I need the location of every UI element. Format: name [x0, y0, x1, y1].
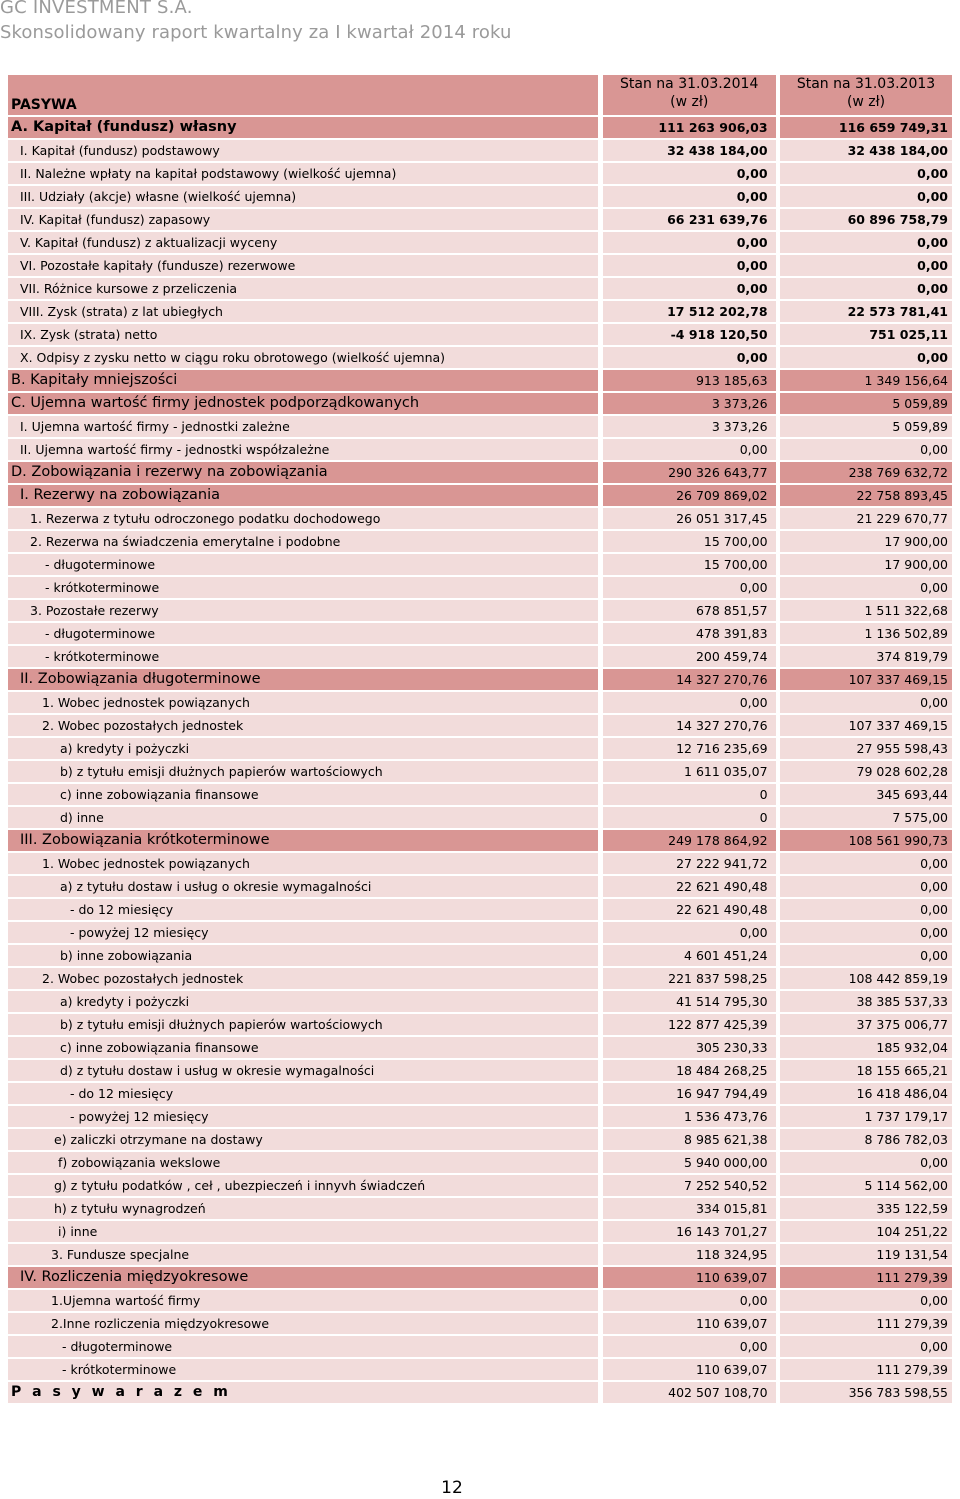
value-2014: 16 947 794,49: [603, 1083, 776, 1104]
value-2013: 27 955 598,43: [780, 738, 952, 759]
row-label: I. Rezerwy na zobowiązania: [8, 485, 598, 506]
value-2014: 122 877 425,39: [603, 1014, 776, 1035]
table-row: [8, 945, 952, 966]
value-2013: 5 114 562,00: [780, 1175, 952, 1196]
table-row: [8, 899, 952, 920]
column-header-2014-unit: (w zł): [670, 94, 709, 110]
value-2014: 249 178 864,92: [603, 830, 776, 851]
row-label: a) kredyty i pożyczki: [8, 738, 598, 759]
value-2014: 32 438 184,00: [603, 140, 776, 161]
row-label: - do 12 miesięcy: [8, 1083, 598, 1104]
row-label: - krótkoterminowe: [8, 646, 598, 667]
table-header-row: [8, 75, 952, 115]
value-2014: 334 015,81: [603, 1198, 776, 1219]
value-2013: 0,00: [780, 439, 952, 460]
row-label: III. Zobowiązania krótkoterminowe: [8, 830, 598, 851]
row-label: 1. Wobec jednostek powiązanych: [8, 853, 598, 874]
column-header-pasywa: PASYWA: [8, 75, 598, 115]
row-label: d) z tytułu dostaw i usług w okresie wymagalności: [8, 1060, 598, 1081]
table-row: [8, 1336, 952, 1357]
table-row: [8, 255, 952, 276]
value-2014: -4 918 120,50: [603, 324, 776, 345]
table-row: [8, 968, 952, 989]
column-header-2013-date: Stan na 31.03.2013: [796, 76, 936, 92]
value-2014: 110 639,07: [603, 1267, 776, 1288]
value-2013: 356 783 598,55: [780, 1382, 952, 1403]
row-label: IV. Rozliczenia międzyokresowe: [8, 1267, 598, 1288]
row-label: b) inne zobowiązania: [8, 945, 598, 966]
value-2014: 402 507 108,70: [603, 1382, 776, 1403]
table-row: [8, 1083, 952, 1104]
value-2013: 107 337 469,15: [780, 669, 952, 690]
value-2014: 27 222 941,72: [603, 853, 776, 874]
value-2013: 107 337 469,15: [780, 715, 952, 736]
table-row: [8, 1359, 952, 1380]
value-2013: 60 896 758,79: [780, 209, 952, 230]
table-row: [8, 1152, 952, 1173]
value-2013: 5 059,89: [780, 393, 952, 414]
row-label: a) z tytułu dostaw i usług o okresie wymagalności: [8, 876, 598, 897]
value-2013: 0,00: [780, 853, 952, 874]
value-2014: 1 536 473,76: [603, 1106, 776, 1127]
value-2013: 116 659 749,31: [780, 117, 952, 138]
row-label: II. Zobowiązania długoterminowe: [8, 669, 598, 690]
table-row: [8, 922, 952, 943]
value-2013: 238 769 632,72: [780, 462, 952, 483]
row-label: I. Kapitał (fundusz) podstawowy: [8, 140, 598, 161]
row-label: - powyżej 12 miesięcy: [8, 1106, 598, 1127]
value-2013: 119 131,54: [780, 1244, 952, 1265]
table-row: [8, 646, 952, 667]
table-row: [8, 186, 952, 207]
table-row: [8, 347, 952, 368]
table-row: [8, 554, 952, 575]
row-label: - powyżej 12 miesięcy: [8, 922, 598, 943]
value-2013: 0,00: [780, 899, 952, 920]
value-2013: 0,00: [780, 278, 952, 299]
value-2013: 345 693,44: [780, 784, 952, 805]
value-2014: 0,00: [603, 692, 776, 713]
value-2014: 305 230,33: [603, 1037, 776, 1058]
value-2014: 17 512 202,78: [603, 301, 776, 322]
value-2013: 79 028 602,28: [780, 761, 952, 782]
table-row: [8, 1244, 952, 1265]
value-2013: 0,00: [780, 1336, 952, 1357]
value-2013: 111 279,39: [780, 1359, 952, 1380]
row-label: d) inne: [8, 807, 598, 828]
row-label: - długoterminowe: [8, 554, 598, 575]
table-row: [8, 876, 952, 897]
value-2014: 16 143 701,27: [603, 1221, 776, 1242]
column-header-2013-unit: (w zł): [846, 94, 886, 110]
row-label: 3. Pozostałe rezerwy: [8, 600, 598, 621]
column-header-2014-date: Stan na 31.03.2014: [620, 76, 759, 92]
balance-sheet-table: [8, 73, 952, 1405]
row-label: - długoterminowe: [8, 1336, 598, 1357]
value-2014: 15 700,00: [603, 531, 776, 552]
row-label: 2. Wobec pozostałych jednostek: [8, 715, 598, 736]
value-2013: 38 385 537,33: [780, 991, 952, 1012]
row-label: VI. Pozostałe kapitały (fundusze) rezerwowe: [8, 255, 598, 276]
table-row: [8, 600, 952, 621]
row-label: II. Ujemna wartość firmy - jednostki współzależne: [8, 439, 598, 460]
table-row: [8, 623, 952, 644]
value-2014: 26 051 317,45: [603, 508, 776, 529]
table-row: [8, 140, 952, 161]
value-2013: 111 279,39: [780, 1267, 952, 1288]
table-row: [8, 324, 952, 345]
value-2014: 8 985 621,38: [603, 1129, 776, 1150]
row-label: B. Kapitały mniejszości: [8, 370, 598, 391]
value-2013: 37 375 006,77: [780, 1014, 952, 1035]
value-2014: 0: [603, 784, 776, 805]
value-2014: 290 326 643,77: [603, 462, 776, 483]
value-2013: 17 900,00: [780, 554, 952, 575]
row-label: 1. Rezerwa z tytułu odroczonego podatku dochodowego: [8, 508, 598, 529]
value-2013: 1 511 322,68: [780, 600, 952, 621]
table-row: [8, 807, 952, 828]
value-2013: 111 279,39: [780, 1313, 952, 1334]
value-2014: 4 601 451,24: [603, 945, 776, 966]
value-2014: 0: [603, 807, 776, 828]
table-row: [8, 462, 952, 483]
table-row: [8, 278, 952, 299]
value-2014: 14 327 270,76: [603, 715, 776, 736]
row-label: - długoterminowe: [8, 623, 598, 644]
value-2013: 751 025,11: [780, 324, 952, 345]
value-2014: 0,00: [603, 278, 776, 299]
table-row: [8, 393, 952, 414]
table-row: [8, 531, 952, 552]
row-label: - krótkoterminowe: [8, 577, 598, 598]
value-2013: 335 122,59: [780, 1198, 952, 1219]
value-2014: 913 185,63: [603, 370, 776, 391]
row-label: a) kredyty i pożyczki: [8, 991, 598, 1012]
table-row: [8, 1221, 952, 1242]
value-2014: 0,00: [603, 1336, 776, 1357]
row-label: e) zaliczki otrzymane na dostawy: [8, 1129, 598, 1150]
value-2013: 1 737 179,17: [780, 1106, 952, 1127]
value-2013: 21 229 670,77: [780, 508, 952, 529]
value-2014: 15 700,00: [603, 554, 776, 575]
table-row: [8, 439, 952, 460]
row-label: 1. Wobec jednostek powiązanych: [8, 692, 598, 713]
value-2013: 17 900,00: [780, 531, 952, 552]
row-label: i) inne: [8, 1221, 598, 1242]
value-2013: 22 758 893,45: [780, 485, 952, 506]
value-2014: 0,00: [603, 439, 776, 460]
value-2014: 5 940 000,00: [603, 1152, 776, 1173]
table-row: [8, 715, 952, 736]
value-2014: 22 621 490,48: [603, 899, 776, 920]
row-label: VIII. Zysk (strata) z lat ubiegłych: [8, 301, 598, 322]
value-2014: 0,00: [603, 347, 776, 368]
table-row: [8, 301, 952, 322]
row-label: 1.Ujemna wartość firmy: [8, 1290, 598, 1311]
row-label: IX. Zysk (strata) netto: [8, 324, 598, 345]
value-2014: 14 327 270,76: [603, 669, 776, 690]
row-label: A. Kapitał (fundusz) własny: [8, 117, 598, 138]
value-2013: 0,00: [780, 255, 952, 276]
table-row: [8, 1106, 952, 1127]
value-2013: 0,00: [780, 922, 952, 943]
value-2014: 0,00: [603, 922, 776, 943]
value-2013: 22 573 781,41: [780, 301, 952, 322]
value-2014: 200 459,74: [603, 646, 776, 667]
value-2014: 110 639,07: [603, 1313, 776, 1334]
report-title: Skonsolidowany raport kwartalny za I kwartał 2014 roku: [0, 22, 512, 43]
value-2013: 18 155 665,21: [780, 1060, 952, 1081]
table-row: [8, 370, 952, 391]
value-2014: 221 837 598,25: [603, 968, 776, 989]
value-2014: 478 391,83: [603, 623, 776, 644]
value-2014: 0,00: [603, 232, 776, 253]
row-label: - krótkoterminowe: [8, 1359, 598, 1380]
value-2014: 110 639,07: [603, 1359, 776, 1380]
value-2014: 41 514 795,30: [603, 991, 776, 1012]
row-label: 3. Fundusze specjalne: [8, 1244, 598, 1265]
table-row: [8, 1313, 952, 1334]
value-2013: 0,00: [780, 232, 952, 253]
value-2014: 26 709 869,02: [603, 485, 776, 506]
table-row: [8, 416, 952, 437]
row-label: 2. Wobec pozostałych jednostek: [8, 968, 598, 989]
column-header-2013: [780, 75, 952, 115]
row-label: h) z tytułu wynagrodzeń: [8, 1198, 598, 1219]
value-2014: 0,00: [603, 186, 776, 207]
row-label: C. Ujemna wartość firmy jednostek podporządkowanych: [8, 393, 598, 414]
company-name: GC INVESTMENT S.A.: [0, 0, 193, 18]
row-label: IV. Kapitał (fundusz) zapasowy: [8, 209, 598, 230]
value-2014: 3 373,26: [603, 416, 776, 437]
row-label: 2.Inne rozliczenia międzyokresowe: [8, 1313, 598, 1334]
value-2013: 0,00: [780, 692, 952, 713]
table-row: [8, 1175, 952, 1196]
row-label: VII. Różnice kursowe z przeliczenia: [8, 278, 598, 299]
value-2014: 0,00: [603, 1290, 776, 1311]
value-2013: 1 136 502,89: [780, 623, 952, 644]
value-2013: 32 438 184,00: [780, 140, 952, 161]
table-row: [8, 485, 952, 506]
value-2014: 0,00: [603, 163, 776, 184]
value-2013: 7 575,00: [780, 807, 952, 828]
value-2013: 374 819,79: [780, 646, 952, 667]
value-2014: 66 231 639,76: [603, 209, 776, 230]
balance-sheet-body: [8, 75, 952, 1403]
value-2014: 678 851,57: [603, 600, 776, 621]
row-label: - do 12 miesięcy: [8, 899, 598, 920]
table-row: [8, 853, 952, 874]
table-row: [8, 784, 952, 805]
table-row: [8, 577, 952, 598]
value-2013: 104 251,22: [780, 1221, 952, 1242]
table-row: [8, 232, 952, 253]
row-label: D. Zobowiązania i rezerwy na zobowiązania: [8, 462, 598, 483]
row-label: g) z tytułu podatków , ceł , ubezpieczeń i innyvh świadczeń: [8, 1175, 598, 1196]
page-number: 12: [441, 1478, 463, 1498]
row-label: II. Należne wpłaty na kapitał podstawowy (wielkość ujemna): [8, 163, 598, 184]
value-2014: 22 621 490,48: [603, 876, 776, 897]
table-row: [8, 508, 952, 529]
row-label: f) zobowiązania wekslowe: [8, 1152, 598, 1173]
value-2013: 8 786 782,03: [780, 1129, 952, 1150]
column-header-2014: [603, 75, 776, 115]
row-label: b) z tytułu emisji dłużnych papierów wartościowych: [8, 761, 598, 782]
row-label: X. Odpisy z zysku netto w ciągu roku obrotowego (wielkość ujemna): [8, 347, 598, 368]
value-2013: 108 561 990,73: [780, 830, 952, 851]
table-row: [8, 991, 952, 1012]
table-row: [8, 830, 952, 851]
table-row: [8, 163, 952, 184]
value-2014: 18 484 268,25: [603, 1060, 776, 1081]
table-row: [8, 1014, 952, 1035]
value-2013: 185 932,04: [780, 1037, 952, 1058]
value-2013: 0,00: [780, 876, 952, 897]
value-2014: 118 324,95: [603, 1244, 776, 1265]
value-2013: 16 418 486,04: [780, 1083, 952, 1104]
value-2013: 0,00: [780, 945, 952, 966]
table-row: [8, 1290, 952, 1311]
value-2014: 0,00: [603, 577, 776, 598]
table-row: [8, 1037, 952, 1058]
value-2014: 0,00: [603, 255, 776, 276]
row-label: 2. Rezerwa na świadczenia emerytalne i podobne: [8, 531, 598, 552]
row-label: III. Udziały (akcje) własne (wielkość ujemna): [8, 186, 598, 207]
table-row: [8, 1198, 952, 1219]
value-2013: 0,00: [780, 347, 952, 368]
value-2014: 1 611 035,07: [603, 761, 776, 782]
value-2013: 1 349 156,64: [780, 370, 952, 391]
value-2013: 0,00: [780, 186, 952, 207]
value-2013: 0,00: [780, 163, 952, 184]
value-2014: 12 716 235,69: [603, 738, 776, 759]
table-row: [8, 692, 952, 713]
value-2013: 5 059,89: [780, 416, 952, 437]
row-label: V. Kapitał (fundusz) z aktualizacji wyceny: [8, 232, 598, 253]
row-label: c) inne zobowiązania finansowe: [8, 784, 598, 805]
table-row: [8, 1060, 952, 1081]
table-row: [8, 669, 952, 690]
value-2014: 7 252 540,52: [603, 1175, 776, 1196]
row-label: b) z tytułu emisji dłużnych papierów wartościowych: [8, 1014, 598, 1035]
value-2013: 108 442 859,19: [780, 968, 952, 989]
table-row: [8, 1129, 952, 1150]
table-row: [8, 738, 952, 759]
table-row: [8, 761, 952, 782]
row-label: I. Ujemna wartość firmy - jednostki zależne: [8, 416, 598, 437]
value-2014: 111 263 906,03: [603, 117, 776, 138]
table-row: [8, 1267, 952, 1288]
row-label: c) inne zobowiązania finansowe: [8, 1037, 598, 1058]
row-label: P a s y w a r a z e m: [8, 1382, 598, 1403]
value-2013: 0,00: [780, 1290, 952, 1311]
value-2014: 3 373,26: [603, 393, 776, 414]
table-row: [8, 209, 952, 230]
value-2013: 0,00: [780, 577, 952, 598]
table-row: [8, 117, 952, 138]
table-row: [8, 1382, 952, 1403]
value-2013: 0,00: [780, 1152, 952, 1173]
